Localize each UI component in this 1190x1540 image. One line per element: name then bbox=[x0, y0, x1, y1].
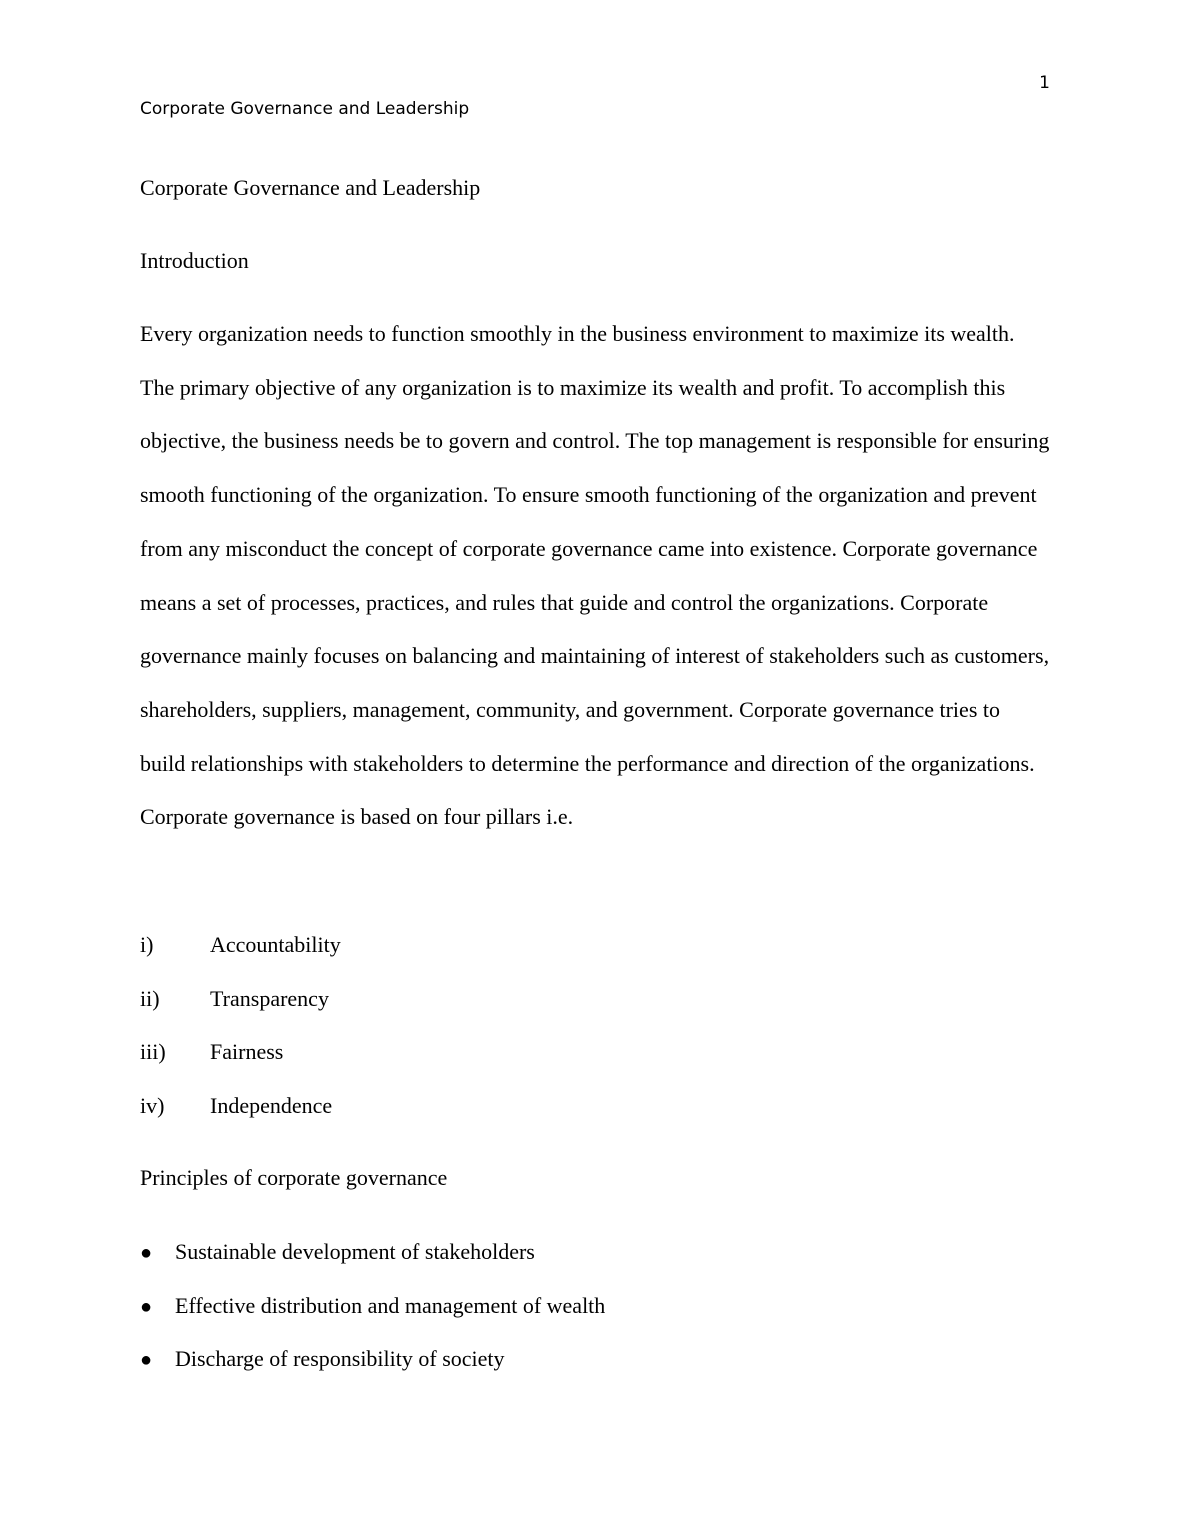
running-header: Corporate Governance and Leadership bbox=[140, 99, 470, 119]
list-item-label: Sustainable development of stakeholders bbox=[175, 1239, 535, 1264]
list-marker: ii) bbox=[140, 985, 160, 1011]
list-item bbox=[140, 1279, 605, 1333]
list-item-label: Effective distribution and management of wealth bbox=[175, 1292, 606, 1318]
principles-list bbox=[140, 1225, 605, 1386]
introduction-heading: Introduction bbox=[140, 248, 249, 273]
list-item bbox=[140, 1025, 341, 1079]
page-number: 1 bbox=[1039, 73, 1050, 93]
list-marker: iv) bbox=[140, 1093, 165, 1119]
introduction-paragraph: Every organization needs to function smoothly in the business environment to maximize its wealth. The primary objective of any organization is to maximize its wealth and profit. To accomplish this objective, the business needs be to govern and control. The top management is responsible for ensuring smooth functioning of the organization. To ensure smooth functioning of the organization and prevent from any misconduct the concept of corporate governance came into existence. Corporate governance means a set of processes, practices, and rules that guide and control the organizations. Corporate governance mainly focuses on balancing and maintaining of interest of stakeholders such as customers, shareholders, suppliers, management, community, and government. Corporate governance tries to build relationships with stakeholders to determine the performance and direction of the organizations. Corporate governance is based on four pillars i.e. bbox=[140, 321, 1050, 830]
principles-heading: Principles of corporate governance bbox=[140, 1165, 448, 1190]
pillars-list bbox=[140, 918, 341, 1133]
list-item bbox=[140, 1225, 605, 1279]
bullet-icon: ● bbox=[140, 1295, 153, 1318]
list-item bbox=[140, 1332, 605, 1386]
list-item-label: Transparency bbox=[210, 985, 329, 1011]
list-marker: iii) bbox=[140, 1039, 166, 1065]
bullet-icon: ● bbox=[140, 1242, 153, 1264]
list-item-label: Accountability bbox=[210, 932, 341, 957]
list-item-label: Discharge of responsibility of society bbox=[175, 1346, 505, 1372]
list-marker: i) bbox=[140, 932, 154, 957]
list-item bbox=[140, 1079, 341, 1133]
document-title: Corporate Governance and Leadership bbox=[140, 175, 481, 200]
list-item-label: Independence bbox=[210, 1093, 333, 1119]
list-item-label: Fairness bbox=[210, 1039, 284, 1065]
bullet-icon: ● bbox=[140, 1349, 153, 1372]
list-item bbox=[140, 918, 341, 972]
list-item bbox=[140, 972, 341, 1026]
